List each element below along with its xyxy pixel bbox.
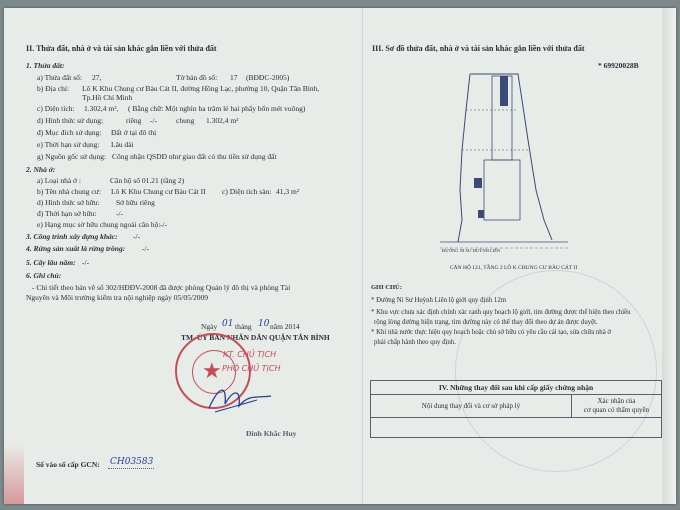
signature — [205, 378, 275, 418]
page-edge — [662, 8, 676, 504]
gcn-value: CH03583 — [110, 457, 154, 467]
changes-col-confirm-line2: cơ quan có thẩm quyền — [583, 406, 650, 414]
ownership-form-label: d) Hình thức sở hữu: — [37, 198, 100, 207]
map-sheet-note: (BĐĐC-2005) — [246, 73, 290, 82]
changes-table-title: IV. Những thay đổi sau khi cấp giấy chứng nhận — [371, 381, 661, 395]
term-value: Lâu dài — [111, 140, 134, 149]
house-type-label: a) Loại nhà ở : — [37, 176, 81, 185]
signer-name: Đinh Khắc Huy — [246, 429, 297, 438]
origin-label: g) Nguồn gốc sử dụng: — [37, 152, 107, 161]
date-day: 01 — [222, 319, 234, 329]
serial-number: * 69920028B — [598, 61, 639, 70]
map-street-label: ĐƯỜNG NI SƯ HUỲNH LIÊN — [442, 248, 501, 253]
area-value: 1.302,4 m², — [84, 104, 119, 113]
watermark-seal — [455, 270, 657, 472]
house-title: 2. Nhà ở: — [26, 165, 56, 174]
kt-stamp: KT. CHỦ TỊCH — [223, 350, 277, 359]
section-heading-left: II. Thửa đất, nhà ở và tài sản khác gắn liền với thửa đất — [26, 44, 217, 53]
floor-area-value: 41,3 m² — [276, 187, 300, 196]
building-name-label: b) Tên nhà chung cư: — [37, 187, 101, 196]
page-fold — [362, 8, 364, 504]
note-line-2: Nguyên và Môi trường kiểm tra nội nghiệp ngày 05/05/2009 — [26, 293, 208, 302]
changes-col-confirm — [572, 395, 661, 417]
forest-value: -/- — [142, 244, 150, 253]
plot-number-value: 27, — [92, 73, 102, 82]
land-plot-title: 1. Thửa đất: — [26, 61, 65, 70]
map-note-3: * Khi nhà nước thực hiện quy hoạch hoặc chủ sở hữu có yêu cầu cải tạo, sửa chữa nhà ở — [371, 329, 612, 336]
changes-col-content: Nội dung thay đổi và cơ sở pháp lý — [371, 395, 572, 417]
forest-title: 4. Rừng sản xuất là rừng trồng: — [26, 244, 126, 253]
map-note-2b: rộng lòng đường hiện trạng, tim đường này có thể thay đổi theo dự án được duyệt. — [374, 319, 598, 326]
plot-map — [440, 70, 568, 260]
ownership-term-label: đ) Thời hạn sở hữu: — [37, 209, 97, 218]
map-caption: CĂN HỘ 121, TẦNG 2 LÔ K CHUNG CƯ BÀU CÁT II — [450, 265, 578, 271]
other-works-value: -/- — [133, 232, 141, 241]
purpose-value: Đất ở tại đô thị — [111, 128, 157, 137]
pct-stamp: PHÓ CHỦ TỊCH — [222, 364, 281, 373]
gcn-label: Số vào sổ cấp GCN: — [36, 460, 100, 469]
map-sheet-label: Tờ bản đồ số: — [176, 73, 218, 82]
area-words: ( Bằng chữ: Một nghìn ba trăm lẻ hai phẩy bốn mét vuông) — [128, 104, 306, 113]
address-city: Tp.Hồ Chí Minh — [82, 93, 133, 102]
map-note-3b: phải chấp hành theo quy định. — [374, 339, 456, 346]
shared-items-value: -/- — [160, 220, 168, 229]
origin-value: Công nhận QSDĐ như giao đất có thu tiền sử dụng đất — [112, 152, 277, 161]
usage-shared-value: 1.302,4 m² — [206, 116, 239, 125]
term-label: e) Thời hạn sử dụng: — [37, 140, 100, 149]
plot-number-label: a) Thửa đất số: — [37, 73, 82, 82]
note-line-1: - Chi tiết theo bản vẽ số 302/HĐĐV-2008 đã được phòng Quản lý đô thị và phòng Tài — [32, 283, 291, 292]
area-label: c) Diện tích: — [37, 104, 75, 113]
shared-items-label: e) Hạng mục sở hữu chung ngoài căn hộ: — [37, 220, 161, 229]
address-value: Lô K Khu Chung cư Bàu Cát II, đường Hồng Lạc, phường 10, Quận Tân Bình, — [82, 84, 320, 93]
color-bleed — [4, 444, 24, 504]
gcn-underline — [108, 468, 154, 469]
perennial-value: -/- — [82, 258, 90, 267]
floor-area-label: c) Diện tích sàn: — [222, 187, 272, 196]
usage-private-value: -/- — [150, 116, 158, 125]
changes-col-confirm-line1: Xác nhận của — [597, 397, 636, 405]
perennial-title: 5. Cây lâu năm: — [26, 258, 76, 267]
other-works-title: 3. Công trình xây dựng khác: — [26, 232, 118, 241]
usage-form-label: d) Hình thức sử dụng: — [37, 116, 104, 125]
map-notes-title: GHI CHÚ: — [371, 284, 402, 291]
date-year: năm 2014 — [270, 322, 300, 331]
address-label: b) Địa chỉ: — [37, 84, 70, 93]
section-heading-right: III. Sơ đồ thửa đất, nhà ở và tài sản khác gắn liền với thửa đất — [372, 44, 585, 53]
notes-title: 6. Ghi chú: — [26, 271, 62, 280]
changes-table — [370, 380, 662, 438]
usage-private-label: riêng — [126, 116, 142, 125]
date-prefix: Ngày — [201, 322, 218, 331]
ownership-term-value: -/- — [116, 209, 124, 218]
building-name-value: Lô K Khu Chung cư Bàu Cát II — [111, 187, 206, 196]
issuing-authority: TM. ỦY BAN NHÂN DÂN QUẬN TÂN BÌNH — [181, 333, 330, 342]
date-month-label: tháng — [235, 322, 252, 331]
ownership-form-value: Sở hữu riêng — [116, 198, 155, 207]
usage-shared-label: chung — [176, 116, 195, 125]
house-type-value: Căn hộ số 01.21 (tầng 2) — [110, 176, 185, 185]
map-note-1: * Đường Ni Sư Huỳnh Liên lộ giới quy định 12m — [371, 297, 507, 304]
date-month: 10 — [258, 319, 270, 329]
map-sheet-value: 17 — [230, 73, 238, 82]
seal-star-icon: ★ — [202, 358, 222, 383]
purpose-label: đ) Mục đích sử dụng: — [37, 128, 102, 137]
map-note-2: * Khu vực chưa xác định chính xác ranh quy hoạch lộ giới, tim đường được thể hiện theo chiều — [371, 309, 631, 316]
